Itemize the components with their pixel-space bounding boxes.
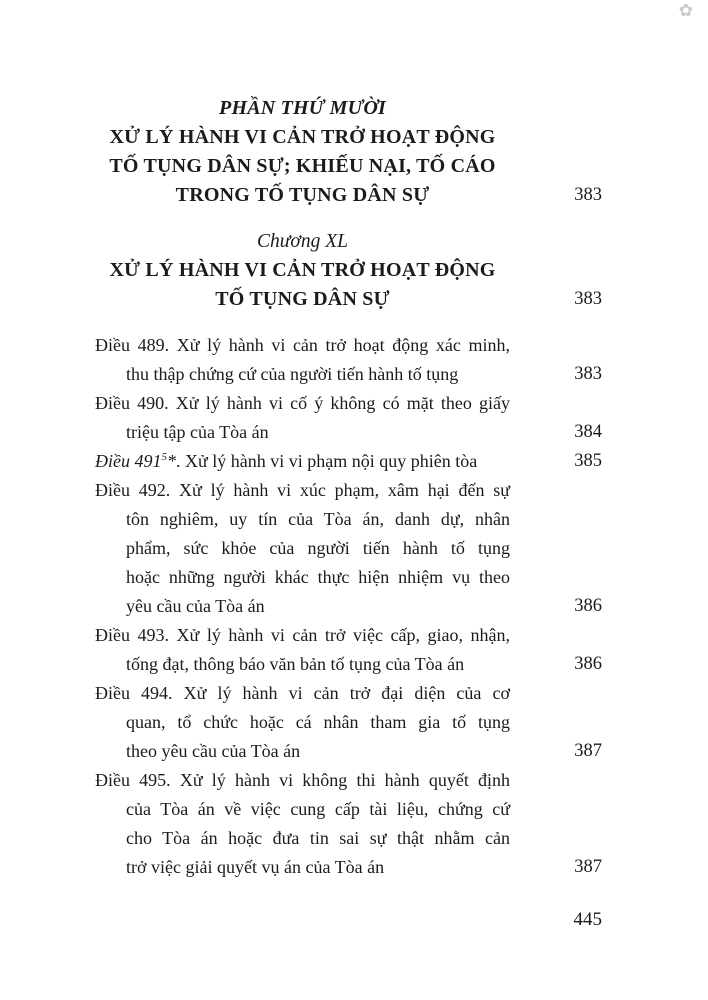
entry-text: tôn nghiêm, uy tín của Tòa án, danh dự, nhân (126, 509, 510, 529)
toc-line (95, 650, 602, 679)
entry-text: trở việc giải quyết vụ án của Tòa án (126, 857, 385, 877)
toc-line (95, 853, 602, 882)
entry-text: của Tòa án về việc cung cấp tài liệu, chứng cứ (126, 799, 510, 819)
entry-text: . Xử lý hành vi vi phạm nội quy phiên tòa (176, 451, 478, 471)
entry-page-number: 383 (574, 364, 602, 384)
toc-entry (95, 679, 602, 766)
part-title-line: XỬ LÝ HÀNH VI CẢN TRỞ HOẠT ĐỘNG (109, 126, 496, 148)
chapter-kicker: Chương XL (257, 231, 348, 252)
toc-line (95, 621, 510, 650)
entry-page-number: 385 (574, 451, 602, 471)
entry-text: quan, tổ chức hoặc cá nhân tham gia tố tụng (126, 712, 510, 732)
toc-entry (95, 389, 602, 447)
toc-line (95, 331, 510, 360)
entry-text: hoặc những người khác thực hiện nhiệm vụ theo (126, 567, 510, 587)
toc-entry (95, 621, 602, 679)
entry-text: Điều 490. Xử lý hành vi cố ý không có mặt theo giấy (95, 393, 510, 413)
part-page-number: 383 (574, 185, 602, 205)
toc-entry (95, 766, 602, 882)
entry-text: Điều 493. Xử lý hành vi cản trở việc cấp, giao, nhận, (95, 625, 510, 645)
entry-text: phẩm, sức khỏe của người tiến hành tố tụng (126, 538, 510, 558)
toc-line (95, 476, 510, 505)
flower-ornament-icon: ✿ (678, 1, 693, 21)
chapter-title-line (95, 285, 602, 314)
entry-page-number: 387 (574, 857, 602, 877)
entry-page-number: 387 (574, 741, 602, 761)
entry-text: 5 (161, 451, 167, 463)
toc-line (95, 563, 510, 592)
chapter-title-line: XỬ LÝ HÀNH VI CẢN TRỞ HOẠT ĐỘNG (109, 259, 496, 281)
toc-entry (95, 331, 602, 389)
page-content (95, 0, 602, 934)
toc-line (95, 592, 602, 621)
toc-list (95, 331, 602, 882)
chapter-page-number: 383 (574, 289, 602, 309)
toc-line (95, 795, 510, 824)
toc-line (95, 766, 510, 795)
entry-text: triệu tập của Tòa án (126, 422, 269, 442)
part-heading (95, 94, 602, 210)
entry-text: tống đạt, thông báo văn bản tố tụng của Tòa án (126, 654, 465, 674)
entry-text: Điều 492. Xử lý hành vi xúc phạm, xâm hại đến sự (95, 480, 510, 500)
page-folio: 445 (573, 909, 602, 930)
toc-line (95, 418, 602, 447)
toc-line (95, 824, 510, 853)
toc-line (95, 737, 602, 766)
entry-text: cho Tòa án hoặc đưa tin sai sự thật nhằm cản (126, 828, 510, 848)
chapter-title-text: TỐ TỤNG DÂN SỰ (215, 288, 390, 310)
toc-line (95, 679, 510, 708)
entry-page-number: 384 (574, 422, 602, 442)
entry-text: Điều 489. Xử lý hành vi cản trở hoạt động xác minh, (95, 335, 510, 355)
chapter-heading (95, 227, 602, 314)
entry-text: Điều 495. Xử lý hành vi không thi hành quyết định (95, 770, 510, 790)
part-title-line (95, 181, 602, 210)
entry-text: theo yêu cầu của Tòa án (126, 741, 301, 761)
entry-text: * (167, 451, 176, 471)
toc-entry (95, 447, 602, 476)
entry-page-number: 386 (574, 596, 602, 616)
part-title-line: TỐ TỤNG DÂN SỰ; KHIẾU NẠI, TỐ CÁO (109, 155, 496, 177)
toc-line (95, 534, 510, 563)
entry-page-number: 386 (574, 654, 602, 674)
entry-text: Điều 491 (95, 451, 162, 471)
entry-text: thu thập chứng cứ của người tiến hành tố tụng (126, 364, 459, 384)
toc-line (95, 708, 510, 737)
part-title-text: TRONG TỐ TỤNG DÂN SỰ (175, 184, 430, 206)
toc-entry (95, 476, 602, 621)
entry-text: yêu cầu của Tòa án (126, 596, 265, 616)
toc-line (95, 447, 602, 476)
entry-text: Điều 494. Xử lý hành vi cản trở đại diện của cơ (95, 683, 510, 703)
toc-line (95, 360, 602, 389)
toc-line (95, 505, 510, 534)
part-kicker: PHẦN THỨ MƯỜI (219, 97, 386, 119)
toc-line (95, 389, 510, 418)
